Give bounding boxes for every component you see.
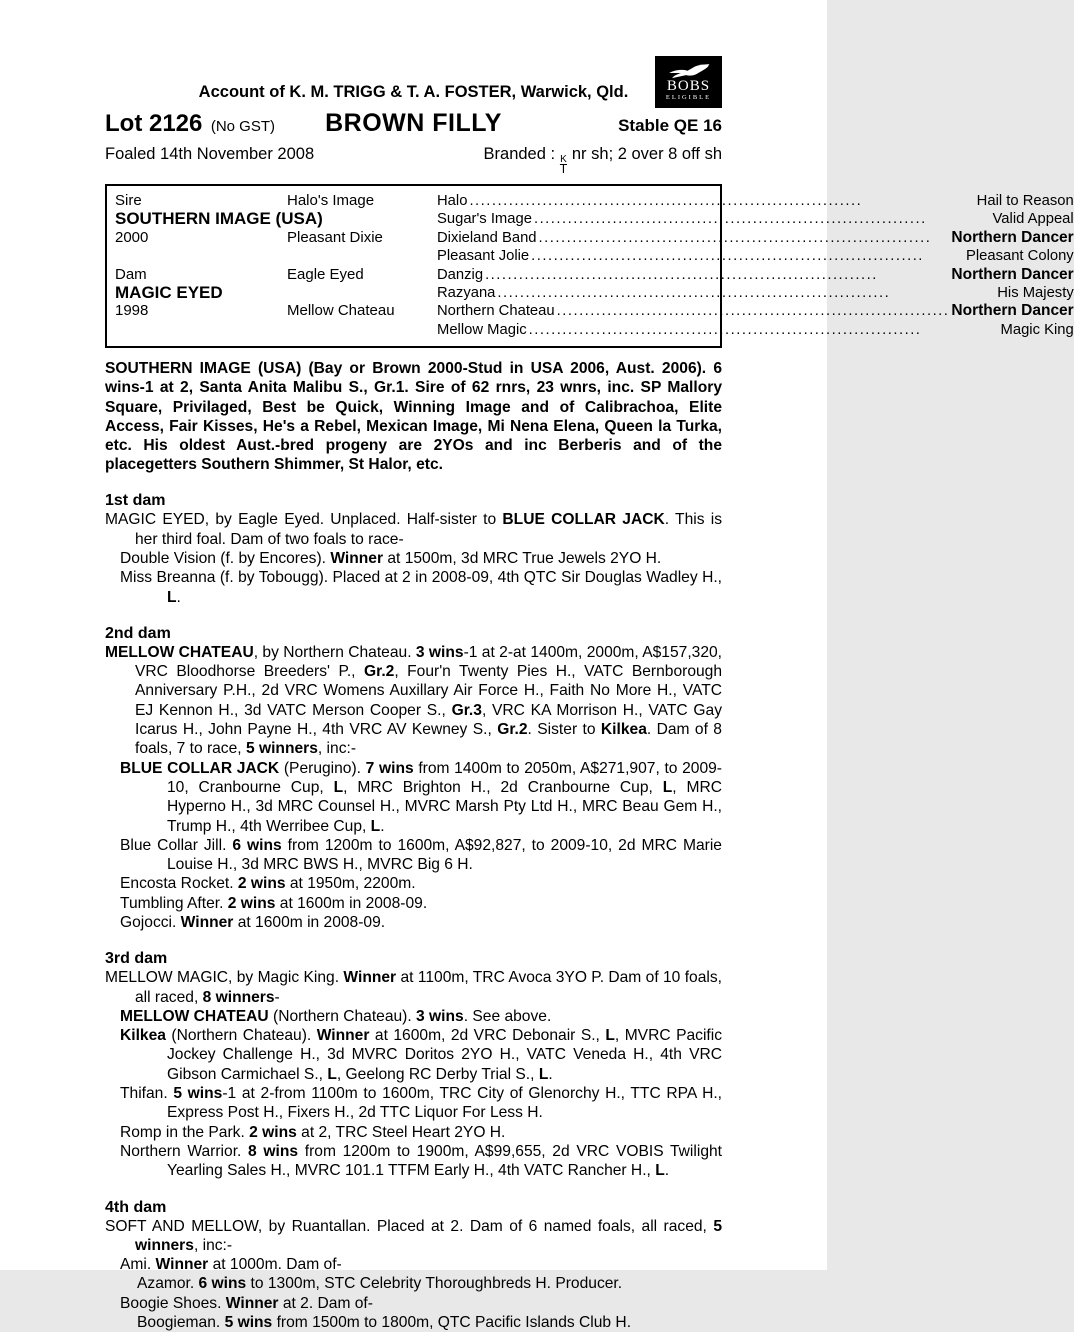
emphasis-text: 2 wins [249,1123,297,1141]
text-run: Double Vision (f. by Encores). [120,549,331,567]
ancestor-name: Northern Dancer [951,228,1074,246]
emphasis-text: Gr.2 [364,663,395,681]
text-run: at 1000m. Dam of- [208,1256,342,1274]
pedigree-table [105,184,1074,348]
text-run: , Geelong RC Derby Trial S., [336,1065,539,1083]
text-run: at 1950m, 2200m. [285,875,416,893]
ancestor-name: Valid Appeal [992,211,1074,228]
ancestor-row [437,266,1074,284]
text-run: MELLOW MAGIC, by Magic King. [105,969,344,987]
ancestor-name: Northern Dancer [951,265,1074,283]
sire-summary: SOUTHERN IMAGE (USA) (Bay or Brown 2000-Stud in USA 2006, Aust. 2006). 6 wins-1 at 2, Santa Anita Malibu S., Gr.1. Sire of 62 rnrs, 23 wnrs, inc. SP Mallory Square, Privilaged, Best be Quick, Winning Image and of Calibrachoa, Elite Access, Fair Kisses, He's a Rebel, Mexican Image, Mi Nena Elena, Queen la Turka, etc. His oldest Aust.-bred progeny are 2YOs and inc Berberis and of the placegetters Southern Shimmer, St Halor, etc. [105,360,722,474]
emphasis-text: Winner [330,549,384,567]
text-run: at 1600m, 2d VRC Debonair S., [369,1027,606,1045]
emphasis-text: Winner [155,1256,209,1274]
lot-left [105,110,325,138]
pedigree-paragraph [105,1313,722,1332]
text-run: . See above. [463,1007,552,1025]
leader-dots [497,284,995,302]
text-run: (Perugino). [279,759,366,777]
leader-dots [534,210,991,228]
ancestor-name: Razyana [437,284,496,301]
emphasis-text: Gr.2 [497,721,528,739]
pedigree-paragraph [105,510,722,549]
emphasis-text: 5 winners [245,740,318,758]
ancestor-name: His Majesty [997,284,1074,301]
ancestor-row [437,247,1074,265]
text-run: from 1200m to 1900m, A$99,655, 2d VRC VOBIS Twilight Yearling Sales H., MVRC 101.1 TTFM Early H., 4th VATC Rancher H., [167,1142,723,1180]
text-run: Miss Breanna (f. by Tobougg). Placed at 2 in 2008-09, 4th QTC Sir Douglas Wadley H., [120,569,722,587]
emphasis-text: 5 winners [135,1217,722,1254]
pedigree-paragraph [105,836,722,875]
bobs-horse-icon [667,64,711,79]
ancestor-name: Pleasant Jolie [437,248,530,265]
text-run: Azamor. [137,1275,199,1293]
emphasis-text: 3 wins [415,643,464,661]
bobs-logo-text: BOBS [666,78,711,94]
ancestor-row [437,210,1074,228]
leader-dots [557,302,950,320]
branded-suffix: nr sh; 2 over 8 off sh [567,145,722,163]
dam-year: 1998 [115,302,149,320]
ancestor-name: Halo [437,193,468,209]
emphasis-text: L [333,778,344,796]
page-title: BROWN FILLY [325,109,502,137]
dam-heading: 1st dam [105,492,166,510]
dam-parent-2: Mellow Chateau [287,302,395,320]
pedigree-paragraph [105,874,722,893]
emphasis-text: BLUE COLLAR JACK [502,511,665,529]
emphasis-text: MELLOW CHATEAU [105,643,254,661]
text-run: Northern Warrior. [120,1142,249,1160]
text-run: -1 at 2-at 1400m, 2000m, A$157,320, VRC Bloodhorse Breeders' P., [135,643,723,681]
account-line: Account of K. M. TRIGG & T. A. FOSTER, Warwick, Qld. [198,83,629,101]
text-run: at 1600m in 2008-09. [275,894,428,912]
emphasis-text: Kilkea [120,1027,166,1045]
text-run: . [380,817,385,835]
emphasis-text: 5 wins [173,1085,223,1103]
text-run: at 1500m, 3d MRC True Jewels 2YO H. [383,549,662,567]
gst-note: (No GST) [210,118,275,135]
text-run: Boogie Shoes. [120,1294,226,1312]
text-run: , VRC KA Morrison H., VATC Gay Icarus H., John Payne H., 4th VRC AV Kewney S., [135,701,722,739]
emphasis-text: Winner [180,913,234,931]
sire-parent-1: Halo's Image [287,192,375,209]
sire-name: SOUTHERN IMAGE (USA) [115,209,323,229]
leader-dots [529,321,999,339]
text-run: . [664,1162,670,1180]
brand-mark-top: K [560,154,567,165]
pedigree-paragraph [105,1142,722,1181]
leader-dots [469,192,974,210]
sire-role-label: Sire [115,192,142,209]
text-run: Blue Collar Jill. [120,836,233,854]
ancestor-name: Pleasant Colony [965,248,1074,265]
emphasis-text: MELLOW CHATEAU [120,1007,269,1025]
text-run: , MRC Brighton H., 2d Cranbourne Cup, [343,778,663,796]
text-run: Gojocci. [120,913,181,931]
dam-heading: 3rd dam [105,950,168,968]
text-run: . [176,588,181,606]
pedigree-paragraph [105,1007,722,1026]
pedigree-paragraph [105,568,722,607]
pedigree-paragraph [105,1217,722,1256]
text-run: from 1500m to 1800m, QTC Pacific Islands Club H. [272,1314,632,1332]
pedigree-paragraph [105,1274,722,1293]
pedigree-paragraph [105,913,722,932]
text-run: -1 at 2-from 1100m to 1600m, TRC City of Glenorchy H., TTC RPA H., Express Post H., Fixers H., 2d TTC Liquor For Less H. [167,1085,722,1122]
ancestor-row [437,284,1074,302]
text-run: Boogieman. [137,1314,225,1332]
bobs-logo [655,56,722,108]
text-run: Encosta Rocket. [120,875,238,893]
pedigree-paragraph [105,1255,722,1274]
emphasis-text: 6 wins [232,836,282,854]
bobs-logo-subtext: ELIGIBLE [665,94,712,101]
pedigree-paragraph [105,759,722,836]
emphasis-text: Kilkea [600,721,647,739]
text-run: Tumbling After. [120,894,228,912]
text-run: SOFT AND MELLOW, by Ruantallan. Placed at 2. Dam of 6 named foals, all raced, [105,1217,714,1235]
sire-year: 2000 [115,228,149,246]
branded-prefix: Branded : [483,145,560,163]
pedigree-paragraph [105,894,722,913]
text-run: - [274,988,280,1006]
text-run: at 1100m, TRC Avoca 3YO P. Dam of 10 foals, all raced, [135,969,722,1006]
emphasis-text: Winner [225,1294,279,1312]
ancestor-name: Danzig [437,266,484,283]
lot-row [105,109,722,138]
leader-dots [539,229,950,247]
text-run: at 2, TRC Steel Heart 2YO H. [296,1123,506,1141]
emphasis-text: 8 winners [202,988,275,1006]
text-run: , MRC Hyperno H., 3d MRC Counsel H., MVRC Marsh Pty Ltd H., MRC Beau Gem H., Trump H., 4th Werribee Cup, [167,778,722,835]
text-run: . Dam of 8 foals, 7 to race, [135,721,722,758]
pedigree-paragraph [105,1026,722,1084]
ancestor-name: Northern Chateau [437,303,555,320]
ancestor-name: Dixieland Band [437,229,537,246]
ancestor-row [437,302,1074,320]
pedigree-paragraph [105,1123,722,1142]
pedigree-paragraph [105,968,722,1007]
foal-row [105,145,722,175]
dam-heading: 2nd dam [105,624,171,642]
emphasis-text: 7 wins [365,759,414,777]
text-run: . Sister to [527,721,601,739]
text-run: Ami. [120,1256,156,1274]
brand-mark-bottom: T [559,162,568,176]
text-run: from 1200m to 1600m, A$92,827, to 2009-10, 2d MRC Marie Louise H., 3d MRC BWS H., MVRC Big 6 H. [167,836,722,874]
ancestor-name: Hail to Reason [976,193,1074,209]
ancestor-row [437,229,1074,247]
text-run: Romp in the Park. [120,1123,250,1141]
sire-parent-2: Pleasant Dixie [287,228,383,246]
text-run: , inc:- [193,1236,233,1254]
text-run: , inc:- [317,740,357,758]
text-run: . This is her third foal. Dam of two foals to race- [135,511,723,548]
emphasis-text: BLUE COLLAR JACK [120,759,280,777]
text-run: Thifan. [120,1085,174,1103]
emphasis-text: L [662,778,673,796]
emphasis-text: L [538,1065,549,1083]
ancestor-name: Magic King [1000,321,1074,338]
dam-sections [105,491,722,1332]
ancestor-name: Sugar's Image [437,211,532,228]
text-run: from 1400m to 2050m, A$271,907, to 2009-10, Cranbourne Cup, [167,759,722,796]
emphasis-text: 2 wins [237,875,286,893]
emphasis-text: L [370,817,381,835]
lot-number: Lot 2126 [105,110,203,137]
ancestor-row [437,321,1074,339]
text-run: , by Northern Chateau. [253,643,416,661]
emphasis-text: 6 wins [198,1275,247,1293]
emphasis-text: 3 wins [416,1007,464,1025]
emphasis-text: L [655,1162,665,1180]
dam-role-label: Dam [115,265,147,283]
text-run: (Northern Chateau). [165,1027,317,1045]
text-run: , Four'n Twenty Pies H., VATC Bernborough Anniversary P.H., 2d VRC Womens Auxillary Air Force H., Faith No More H., VATC EJ Kennon H., 3d VATC Merson Cooper S., [135,663,723,719]
pedigree-paragraph [105,549,722,568]
text-run: at 1600m in 2008-09. [233,913,386,931]
text-run: , MVRC Pacific Jockey Challenge H., 3d MVRC Doritos 2YO H., VATC Veneda H., 4th VRC Gibson Carmichael S., [167,1027,723,1083]
emphasis-text: L [167,588,177,606]
ancestor-row [437,192,1074,210]
text-run: . [548,1065,553,1083]
emphasis-text: L [605,1027,615,1045]
leader-dots [485,266,949,284]
dam-heading: 4th dam [105,1198,167,1216]
emphasis-text: 5 wins [224,1314,273,1332]
pedigree-paragraph [105,643,722,759]
text-run: (Northern Chateau). [268,1007,417,1025]
emphasis-text: 2 wins [227,894,276,912]
dam-name: MAGIC EYED [115,282,223,302]
text-run: MAGIC EYED, by Eagle Eyed. Unplaced. Half-sister to [105,511,503,529]
pedigree-paragraph [105,1084,722,1123]
foaled-date: Foaled 14th November 2008 [105,145,315,163]
pedigree-paragraph [105,1294,722,1313]
emphasis-text: 8 wins [248,1142,299,1160]
branded-info [484,145,722,175]
ancestor-column [437,192,1074,339]
emphasis-text: L [327,1065,337,1083]
emphasis-text: Winner [343,969,397,987]
text-run: to 1300m, STC Celebrity Thoroughbreds H. Producer. [246,1275,623,1293]
emphasis-text: Gr.3 [451,701,482,719]
dam-parent-1: Eagle Eyed [287,265,364,283]
ancestor-name: Northern Dancer [951,302,1074,320]
emphasis-text: Winner [316,1027,370,1045]
ancestor-name: Mellow Magic [437,321,527,338]
text-run: at 2. Dam of- [278,1294,373,1312]
stable-label: Stable QE 16 [618,116,722,135]
leader-dots [531,247,964,265]
